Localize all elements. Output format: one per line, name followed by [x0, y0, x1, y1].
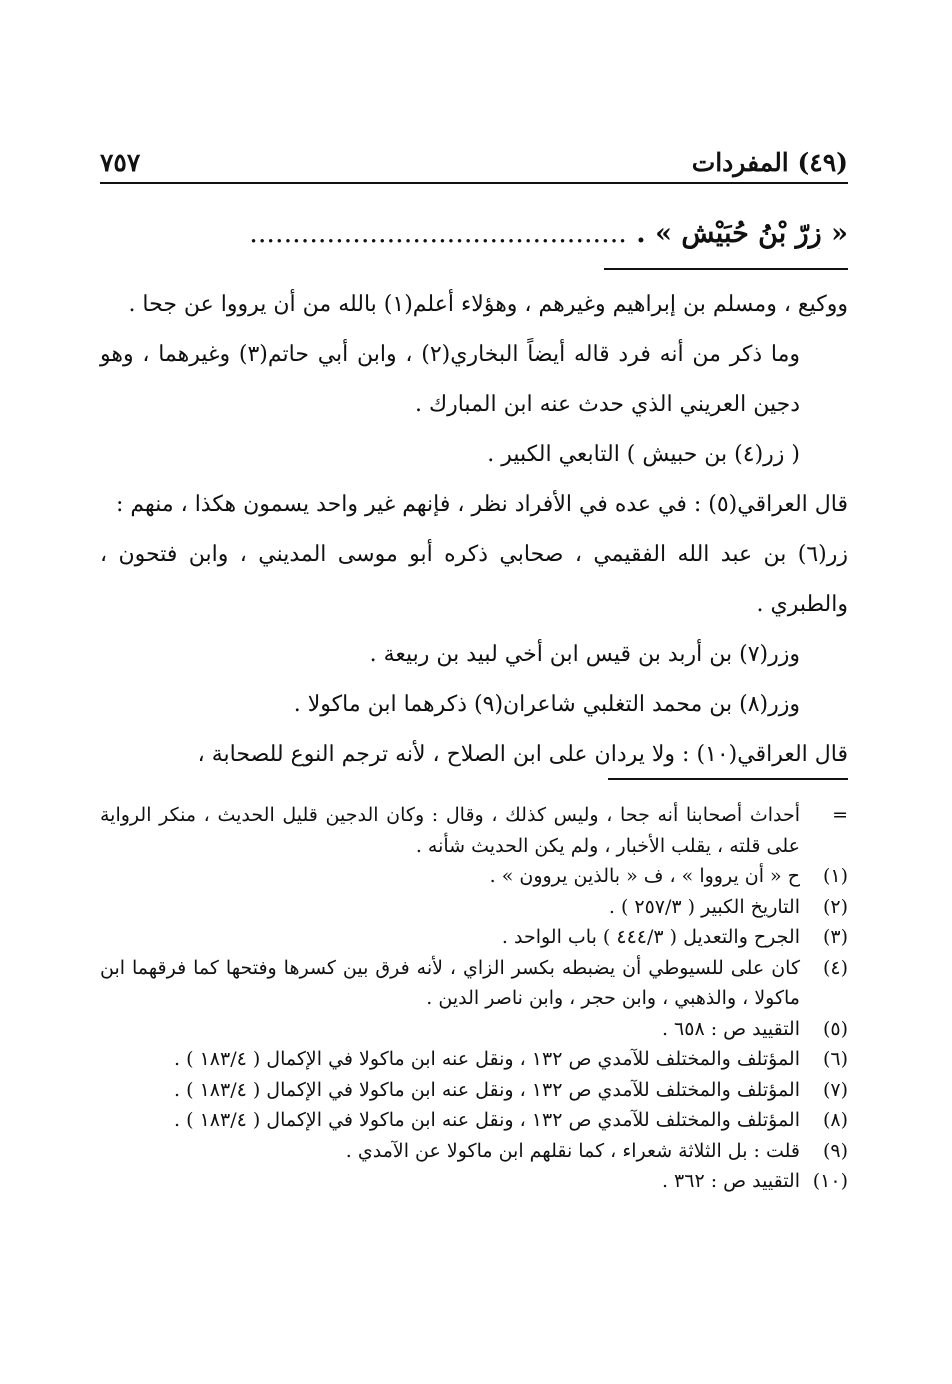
- footnote-number: (٥): [822, 1017, 848, 1040]
- footnote-number: =: [832, 804, 848, 826]
- page-number: ٧٥٧: [100, 148, 141, 177]
- paragraph: قال العراقي(١٠) : ولا يردان على ابن الصلاح ، لأنه ترجم النوع للصحابة ،: [197, 742, 848, 767]
- footnote-text: التقييد ص : ٣٦٢ .: [661, 1170, 800, 1192]
- paragraph: قال العراقي(٥) : في عده في الأفراد نظر ، فإنهم غير واحد يسمون هكذا ، منهم :: [116, 492, 848, 517]
- footnote-text: ح « أن يرووا » ، ف « بالذين يروون » .: [489, 865, 800, 887]
- footnote: [100, 1014, 848, 1045]
- running-header: [100, 148, 848, 184]
- footnote-number: (٧): [822, 1078, 848, 1101]
- footnote: [100, 1105, 848, 1136]
- footnote-text: التاريخ الكبير ( ٢٥٧/٣ ) .: [608, 895, 800, 918]
- footnote-number: (١٠): [812, 1170, 848, 1192]
- paragraph: وزر(٨) بن محمد التغلبي شاعران(٩) ذكرهما ابن ماكولا .: [293, 692, 800, 717]
- paragraph: وزر(٧) بن أربد بن قيس ابن أخي لبيد بن ربيعة .: [369, 642, 800, 667]
- footnote: [100, 1166, 848, 1197]
- entry-heading: [100, 218, 848, 249]
- paragraph: ووكيع ، ومسلم بن إبراهيم وغيرهم ، وهؤلاء أعلم(١) بالله من أن يرووا عن جحا .: [128, 292, 848, 317]
- footnote-number: (٨): [822, 1109, 848, 1131]
- footnote-text: المؤتلف والمختلف للآمدي ص ١٣٢ ، ونقل عنه ابن ماكولا في الإكمال ( ١٨٣/٤ ) .: [174, 1048, 800, 1070]
- footnote-rule: [608, 778, 848, 780]
- entry-title-text: « زِرّ بْنُ حُبَيْش » .: [636, 218, 848, 249]
- paragraph: ( زر(٤) بن حبيش ) التابعي الكبير .: [487, 442, 800, 467]
- footnote: [100, 892, 848, 923]
- main-text: [100, 280, 848, 780]
- footnote: [100, 1075, 848, 1106]
- footnote-text: التقييد ص : ٦٥٨ .: [661, 1017, 800, 1040]
- footnote-number: (٣): [822, 926, 848, 948]
- paragraph: زر(٦) بن عبد الله الفقيمي ، صحابي ذكره أبو موسى المديني ، وابن فتحون ، والطبري .: [100, 542, 848, 617]
- footnote-number: (٢): [822, 895, 848, 918]
- footnote-number: (٦): [822, 1048, 848, 1070]
- footnote: [100, 1136, 848, 1167]
- footnote-text: المؤتلف والمختلف للآمدي ص ١٣٢ ، ونقل عنه ابن ماكولا في الإكمال ( ١٨٣/٤ ) .: [174, 1078, 800, 1101]
- header-rule: [100, 182, 848, 184]
- footnote: [100, 953, 848, 1014]
- footnote: [100, 800, 848, 861]
- footnote: [100, 861, 848, 892]
- footnote-text: أحداث أصحابنا أنه جحا ، وليس كذلك ، وقال : وكان الدجين قليل الحديث ، منكر الرواية على قلته ، يقلب الأخبار ، ولم يكن الحديث شأنه .: [100, 804, 800, 857]
- footnotes: [100, 800, 848, 1197]
- footnote-number: (٤): [822, 956, 848, 979]
- footnote-text: قلت : بل الثلاثة شعراء ، كما نقلهم ابن ماكولا عن الآمدي .: [345, 1139, 800, 1162]
- chapter-title: (٤٩) المفردات: [691, 148, 848, 177]
- footnote-number: (١): [822, 865, 848, 887]
- footnote: [100, 1044, 848, 1075]
- paragraph: وما ذكر من أنه فرد قاله أيضاً البخاري(٢) ، وابن أبي حاتم(٣) وغيرهما ، وهو دجين العريني الذي حدث عنه ابن المبارك .: [100, 342, 800, 417]
- footnote-text: الجرح والتعديل ( ٤٤٤/٣ ) باب الواحد .: [501, 926, 800, 948]
- footnote-text: كان على للسيوطي أن يضبطه بكسر الزاي ، لأنه فرق بين كسرها وفتحها كما فرقهما ابن ماكولا ، والذهبي ، وابن حجر ، وابن ناصر الدين .: [100, 956, 800, 1009]
- heading-rule: [604, 268, 848, 270]
- footnote: [100, 922, 848, 953]
- footnote-text: المؤتلف والمختلف للآمدي ص ١٣٢ ، ونقل عنه ابن ماكولا في الإكمال ( ١٨٣/٤ ) .: [174, 1109, 800, 1131]
- footnote-number: (٩): [822, 1139, 848, 1162]
- entry-leader-dots: ............................................: [249, 218, 627, 249]
